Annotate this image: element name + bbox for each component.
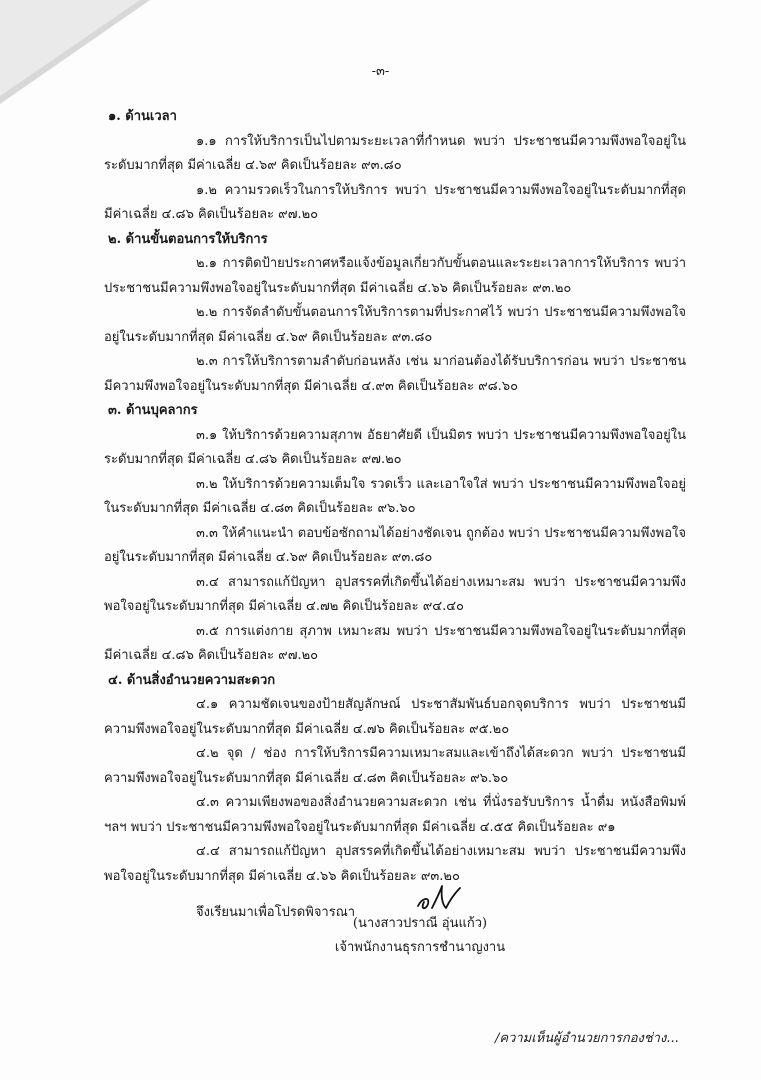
section-item: ๒.๒ การจัดลำดับขั้นตอนการให้บริการตามที่ประกาศไว้ พบว่า ประชาชนมีความพึงพอใจอยู่ในระดับมากที่สุด มีค่าเฉลี่ย ๔.๖๙ คิดเป็นร้อยละ ๙๓.๘๐ [104, 305, 686, 345]
continuation-note: /ความเห็นผู้อำนวยการกองช่าง... [495, 1031, 679, 1046]
section-item: ๓.๔ สามารถแก้ปัญหา อุปสรรคที่เกิดขึ้นได้อย่างเหมาะสม พบว่า ประชาชนมีความพึงพอใจอยู่ในระดับมากที่สุด มีค่าเฉลี่ย ๔.๗๒ คิดเป็นร้อยละ ๙๔.๔๐ [104, 574, 686, 614]
scan-folded-corner-inner [0, 0, 140, 96]
section-item: ๓.๓ ให้คำแนะนำ ตอบข้อซักถามได้อย่างชัดเจน ถูกต้อง พบว่า ประชาชนมีความพึงพอใจอยู่ในระดับมากที่สุด มีค่าเฉลี่ย ๔.๖๙ คิดเป็นร้อยละ ๙๓.๘๐ [104, 525, 686, 565]
section-item: ๒.๓ การให้บริการตามลำดับก่อนหลัง เช่น มาก่อนต้องได้รับบริการก่อน พบว่า ประชาชนมีความพึงพอใจอยู่ในระดับมากที่สุด มีค่าเฉลี่ย ๔.๙๓ คิดเป็นร้อยละ ๙๘.๖๐ [104, 354, 686, 394]
document-body [104, 105, 686, 926]
section-item: ๒.๑ การติดป้ายประกาศหรือแจ้งข้อมูลเกี่ยวกับขั้นตอนและระยะเวลาการให้บริการ พบว่า ประชาชนมีความพึงพอใจอยู่ในระดับมากที่สุด มีค่าเฉลี่ย ๔.๖๖ คิดเป็นร้อยละ ๙๓.๒๐ [104, 256, 686, 296]
section-heading: ๒. ด้านขั้นตอนการให้บริการ [108, 231, 268, 247]
section-facilities [104, 669, 686, 890]
signature-block [300, 912, 540, 960]
section-procedure [104, 228, 686, 400]
page-number: -๓- [371, 64, 390, 79]
closing-statement: จึงเรียนมาเพื่อโปรดพิจารณา [196, 905, 356, 920]
section-item: ๔.๓ ความเพียงพอของสิ่งอำนวยความสะดวก เช่น ที่นั่งรอรับบริการ น้ำดื่ม หนังสือพิมพ์ ฯลฯ พบว่า ประชาชนมีความพึงพอใจอยู่ในระดับมากที่สุด มีค่าเฉลี่ย ๔.๕๕ คิดเป็นร้อยละ ๙๑ [104, 795, 686, 835]
section-heading: ๑. ด้านเวลา [108, 109, 177, 124]
handwritten-signature [408, 880, 468, 916]
section-item: ๓.๑ ให้บริการด้วยความสุภาพ อัธยาศัยดี เป็นมิตร พบว่า ประชาชนมีความพึงพอใจอยู่ในระดับมากที่สุด มีค่าเฉลี่ย ๔.๘๖ คิดเป็นร้อยละ ๙๗.๒๐ [104, 427, 686, 467]
signatory-name: (นางสาวปราณี อุ่นแก้ว) [352, 916, 488, 931]
section-heading: ๔. ด้านสิ่งอำนวยความสะดวก [108, 672, 276, 688]
section-item: ๑.๑ การให้บริการเป็นไปตามระยะเวลาที่กำหนด พบว่า ประชาชนมีความพึงพอใจอยู่ในระดับมากที่สุด มีค่าเฉลี่ย ๔.๖๙ คิดเป็นร้อยละ ๙๓.๘๐ [104, 133, 686, 173]
section-item: ๓.๕ การแต่งกาย สุภาพ เหมาะสม พบว่า ประชาชนมีความพึงพอใจอยู่ในระดับมากที่สุด มีค่าเฉลี่ย ๔.๘๖ คิดเป็นร้อยละ ๙๗.๒๐ [104, 623, 686, 663]
signatory-position: เจ้าพนักงานธุรการชำนาญงาน [334, 940, 506, 955]
section-item: ๑.๒ ความรวดเร็วในการให้บริการ พบว่า ประชาชนมีความพึงพอใจอยู่ในระดับมากที่สุด มีค่าเฉลี่ย ๔.๘๖ คิดเป็นร้อยละ ๙๗.๒๐ [104, 182, 686, 222]
section-item: ๔.๒ จุด / ช่อง การให้บริการมีความเหมาะสมและเข้าถึงได้สะดวก พบว่า ประชาชนมีความพึงพอใจอยู่ในระดับมากที่สุด มีค่าเฉลี่ย ๔.๘๓ คิดเป็นร้อยละ ๙๖.๖๐ [104, 746, 686, 786]
section-time [104, 105, 686, 228]
section-personnel [104, 399, 686, 669]
section-item: ๔.๑ ความชัดเจนของป้ายสัญลักษณ์ ประชาสัมพันธ์บอกจุดบริการ พบว่า ประชาชนมีความพึงพอใจอยู่ในระดับมากที่สุด มีค่าเฉลี่ย ๔.๗๖ คิดเป็นร้อยละ ๙๕.๒๐ [104, 697, 686, 737]
section-item: ๓.๒ ให้บริการด้วยความเต็มใจ รวดเร็ว และเอาใจใส่ พบว่า ประชาชนมีความพึงพอใจอยู่ในระดับมากที่สุด มีค่าเฉลี่ย ๔.๘๓ คิดเป็นร้อยละ ๙๖.๖๐ [104, 476, 686, 516]
section-heading: ๓. ด้านบุคลากร [108, 403, 198, 418]
section-item: ๔.๔ สามารถแก้ปัญหา อุปสรรคที่เกิดขึ้นได้อย่างเหมาะสม พบว่า ประชาชนมีความพึงพอใจอยู่ในระดับมากที่สุด มีค่าเฉลี่ย ๔.๖๖ คิดเป็นร้อยละ ๙๓.๒๐ [104, 844, 686, 884]
